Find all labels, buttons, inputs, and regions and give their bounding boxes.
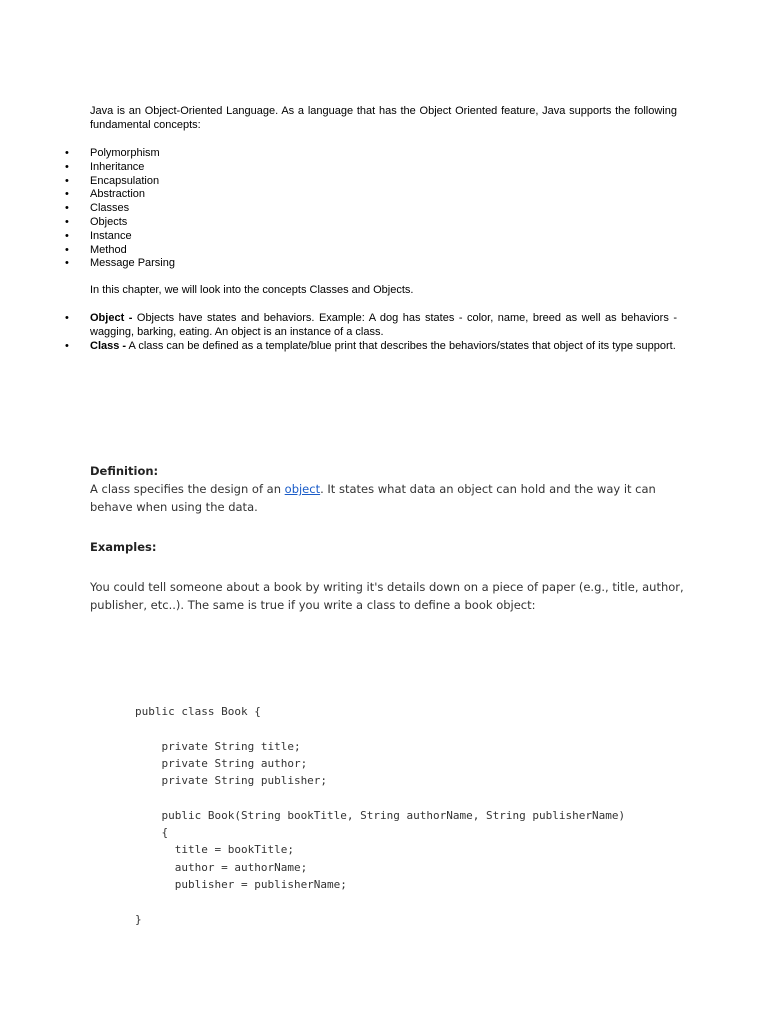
list-item: • Instance [65,229,132,242]
intro-paragraph: Java is an Object-Oriented Language. As a language that has the Object Oriented feature, Java supports the following fundamental concepts: [90,105,677,131]
list-item: • Encapsulation [65,174,160,187]
code-line: private String author; [135,756,308,770]
list-item-object [65,311,677,339]
term-description: Objects have states and behaviors. Example: A dog has states - color, name, breed as well as behaviors - wagging, barking, eating. An object is an instance of a class. [90,312,677,338]
code-line: } [135,912,142,926]
bullet-icon: • [65,147,69,159]
object-link[interactable]: object [284,482,321,496]
concepts-list [65,147,175,271]
bullet-icon: • [65,160,69,173]
bullet-icon: • [65,174,69,187]
examples-heading: Examples: [90,540,157,554]
code-line: author = authorName; [135,860,308,874]
code-line: publisher = publisherName; [135,877,347,891]
bullet-icon: • [65,215,69,228]
list-item: • Classes [65,202,130,215]
code-line: title = bookTitle; [135,843,294,857]
list-item: • Inheritance [65,160,145,173]
term-label: Class - [90,340,127,352]
code-line: private String title; [135,739,301,753]
bullet-icon: • [65,202,69,215]
term-label: Object - [90,312,133,324]
bullet-icon: • [65,188,69,201]
code-line: private String publisher; [135,774,328,788]
list-item: • Method [65,243,127,256]
term-description: A class can be defined as a template/blue print that describes the behaviors/states that object of its type support. [126,340,676,352]
definitions-list [65,311,677,353]
definition-heading: Definition: [90,464,159,478]
bullet-icon: • [65,340,69,352]
bullet-icon: • [65,257,69,270]
examples-paragraph: You could tell someone about a book by writing it's details down on a piece of paper (e.g., title, author, publisher, etc..). The same is true if you write a class to define a book object: [90,580,684,612]
bullet-icon: • [65,243,69,256]
list-item: • Message Parsing [65,257,175,270]
code-block [135,703,625,928]
definition-paragraph: A class specifies the design of an object. It states what data an object can hold and the way it can behave when using the data. [90,482,656,514]
code-line: public class Book { [135,705,261,718]
list-item: • Polymorphism [65,147,160,159]
chapter-intro-text: In this chapter, we will look into the concepts Classes and Objects. [90,284,414,296]
list-item: • Abstraction [65,188,146,201]
list-item: • Objects [65,215,128,228]
list-item-class [65,339,677,353]
code-line: { [135,826,169,840]
bullet-icon: • [65,312,69,324]
code-line: public Book(String bookTitle, String authorName, String publisherName) [135,808,626,822]
bullet-icon: • [65,229,69,242]
